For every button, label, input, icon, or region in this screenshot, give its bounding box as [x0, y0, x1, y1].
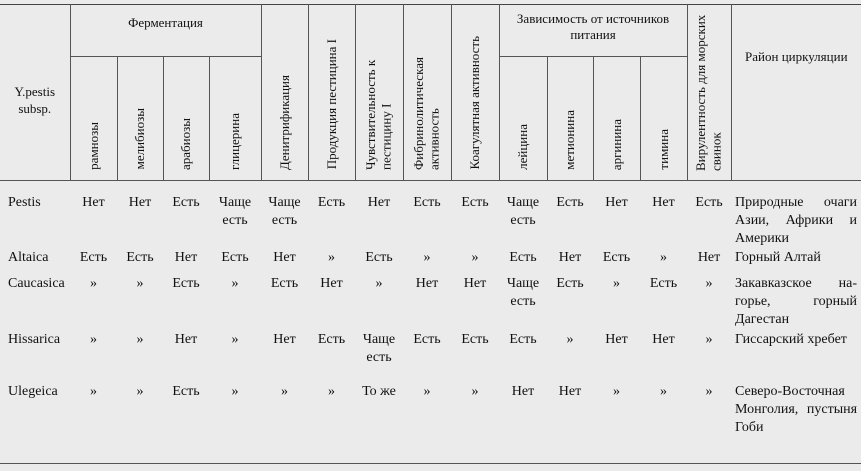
cell: »: [231, 383, 239, 399]
cell: Чаще есть: [362, 331, 396, 365]
header-region: Район циркуляции: [731, 5, 861, 181]
cell: Нет: [415, 275, 439, 291]
cell: »: [613, 383, 620, 399]
cell: »: [328, 383, 335, 399]
cell: »: [705, 383, 713, 399]
cell: Есть: [365, 249, 393, 265]
cell: »: [705, 275, 713, 291]
header-ramnozy-label: рамнозы: [85, 121, 101, 170]
cell: Нет: [558, 383, 582, 399]
row-name: Pestis: [8, 195, 41, 210]
header-fibrinolytic: [403, 5, 451, 181]
cell: »: [471, 383, 479, 399]
cell: Есть: [556, 195, 584, 210]
region-cell: Закавказское нагорье, горный Дагестан: [735, 275, 858, 327]
header-melibiozy-label: мелибиозы: [132, 108, 148, 170]
cell: »: [660, 249, 668, 265]
cell: »: [328, 249, 335, 265]
cell: Есть: [172, 195, 200, 210]
cell: Нет: [273, 331, 296, 347]
cell: Есть: [317, 195, 346, 210]
cell: »: [136, 383, 144, 399]
cell: Нет: [463, 275, 487, 291]
cell: Есть: [649, 275, 678, 291]
header-nutrition: Зависимость от источников питания: [499, 5, 687, 57]
cell: Есть: [509, 331, 537, 347]
header-arabinozy-label: арабиозы: [178, 117, 194, 170]
table-row: [0, 331, 861, 383]
region-cell: Природные очаги Азии, Африки и Америки: [735, 195, 858, 247]
cell: Есть: [172, 383, 200, 399]
cell: Есть: [317, 331, 346, 347]
header-arabinozy: [163, 57, 209, 181]
table-row: [0, 383, 861, 448]
cell: Нет: [652, 331, 675, 347]
cell: »: [136, 275, 144, 291]
cell: Есть: [79, 249, 108, 265]
header-leucine: [499, 57, 547, 181]
cell: То же: [362, 383, 396, 399]
header-thymine: [640, 57, 687, 181]
cell: »: [90, 331, 97, 347]
cell: »: [90, 383, 97, 399]
header-virulence: [687, 5, 731, 181]
cell: Нет: [605, 195, 628, 210]
cell: »: [231, 275, 239, 291]
cell: Нет: [174, 249, 198, 265]
header-sensitivity-label: Чувствительность к пестицину I: [363, 59, 394, 170]
cell: »: [90, 275, 97, 291]
cell: »: [423, 383, 431, 399]
header-pesticin: [308, 5, 355, 181]
cell: »: [231, 331, 239, 347]
header-ramnozy: [70, 57, 117, 181]
cell: Нет: [558, 249, 582, 265]
cell: Нет: [367, 195, 391, 210]
header-methionine-label: метионина: [562, 109, 578, 170]
region-cell: Гиссарский хребет: [735, 331, 847, 347]
cell: »: [375, 275, 383, 291]
cell: Нет: [697, 249, 721, 265]
cell: »: [613, 275, 620, 291]
cell: Чаще есть: [506, 275, 540, 309]
cell: Есть: [413, 195, 441, 210]
table-row: [0, 249, 861, 275]
cell: Чаще есть: [268, 195, 301, 229]
region-cell: Горный Алтай: [735, 249, 821, 265]
header-glitseriny: [209, 57, 261, 181]
cell: Чаще есть: [506, 195, 540, 229]
row-name: Hissarica: [8, 331, 61, 347]
header-fibrinolytic-label: Фибринолитическая активность: [411, 56, 442, 170]
header-denitrification-label: Денитрификация: [276, 74, 292, 170]
cell: »: [660, 383, 668, 399]
cell: Есть: [695, 195, 723, 210]
cell: Нет: [273, 249, 296, 265]
header-coagulase-label: Коагулятная активность: [467, 36, 483, 170]
cell: Нет: [605, 331, 628, 347]
cell: »: [281, 383, 288, 399]
row-name: Ulegeica: [8, 383, 58, 399]
cell: »: [423, 249, 431, 265]
header-coagulase: [451, 5, 499, 181]
cell: Нет: [511, 383, 535, 399]
header-virulence-label: Вирулентность для морских свинок: [693, 14, 725, 171]
header-thymine-label: тимина: [655, 129, 671, 170]
cell: Есть: [461, 195, 489, 210]
cell: »: [471, 249, 479, 265]
table-row: [0, 275, 861, 331]
cell: »: [566, 331, 574, 347]
cell: Есть: [126, 249, 154, 265]
header-fermentation: Ферментация: [70, 5, 261, 57]
row-name: Altaica: [8, 249, 49, 265]
header-subsp: Y.pestis subsp.: [0, 5, 70, 181]
cell: Есть: [509, 249, 537, 265]
cell: Есть: [413, 331, 441, 347]
region-cell: Северо-Восточная Монголия, пустыня Гоби: [735, 383, 858, 435]
header-pesticin-label: Продукция пестицина I: [323, 39, 339, 170]
cell: Нет: [174, 331, 198, 347]
bottom-rule: [0, 463, 861, 464]
header-leucine-label: лейцина: [515, 123, 531, 170]
cell: Нет: [320, 275, 343, 291]
cell: Есть: [270, 275, 299, 291]
table-row: [0, 181, 861, 249]
header-arginine: [593, 57, 640, 181]
cell: Есть: [602, 249, 631, 265]
cell: Есть: [172, 275, 200, 291]
cell: Есть: [221, 249, 249, 265]
cell: »: [136, 331, 144, 347]
header-glitseriny-label: глицерина: [227, 112, 243, 170]
pestis-subspecies-table: [0, 4, 861, 448]
cell: Нет: [128, 195, 152, 210]
cell: Есть: [556, 275, 584, 291]
cell: Есть: [461, 331, 489, 347]
cell: Нет: [82, 195, 105, 210]
header-sensitivity: [355, 5, 403, 181]
cell: Нет: [652, 195, 675, 210]
header-melibiozy: [117, 57, 163, 181]
cell: »: [705, 331, 713, 347]
header-arginine-label: аргинина: [608, 118, 624, 170]
header-denitrification: [261, 5, 308, 181]
header-methionine: [547, 57, 593, 181]
cell: Чаще есть: [218, 195, 252, 229]
row-name: Caucasica: [8, 275, 65, 291]
